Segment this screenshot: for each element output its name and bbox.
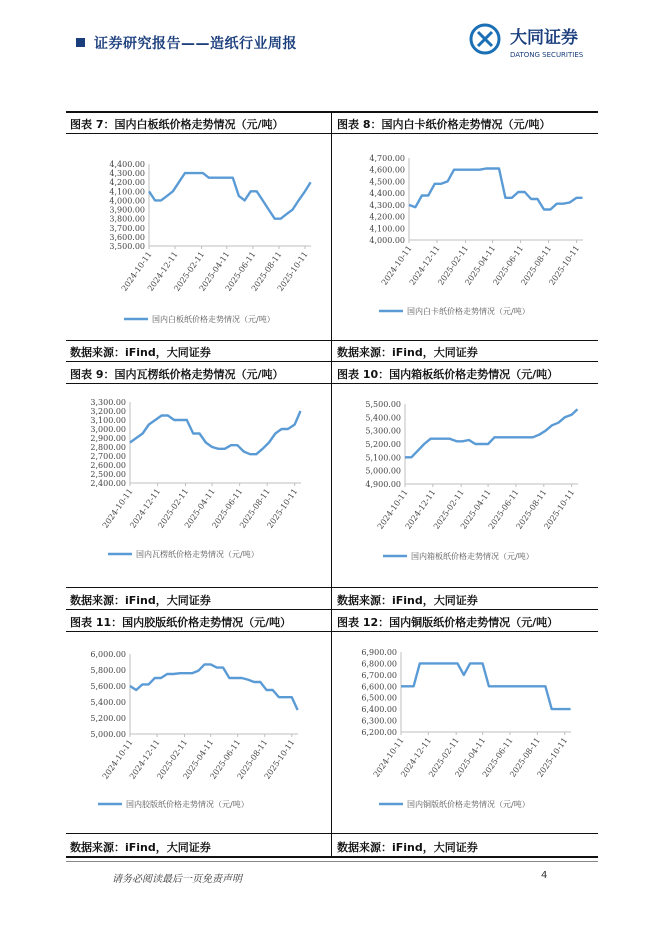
x-tick-label: 2025-10-11 <box>535 735 570 779</box>
y-tick-label: 5,200.00 <box>365 440 401 449</box>
y-tick-label: 5,000.00 <box>90 730 126 739</box>
x-tick-label: 2025-04-11 <box>463 243 498 287</box>
legend-label: 国内瓦楞纸价格走势情况（元/吨） <box>136 550 259 559</box>
series-line <box>149 173 311 219</box>
y-tick-label: 6,400.00 <box>361 705 397 715</box>
row1-bottom-rule <box>66 340 598 341</box>
x-tick-label: 2024-10-11 <box>379 243 414 287</box>
x-tick-label: 2024-10-11 <box>119 249 154 293</box>
row1-title-rule <box>66 133 598 134</box>
y-tick-label: 5,500.00 <box>365 400 401 409</box>
series-line <box>130 411 301 454</box>
figure-12-source: 数据来源：iFind，大同证券 <box>337 841 478 854</box>
x-tick-label: 2024-12-11 <box>128 486 163 530</box>
figure-9-source: 数据来源：iFind，大同证券 <box>70 594 211 607</box>
y-tick-label: 3,900.00 <box>109 205 145 215</box>
chart-white-board-paper <box>66 136 330 338</box>
y-tick-label: 6,200.00 <box>361 728 397 737</box>
y-tick-label: 4,900.00 <box>365 480 401 489</box>
y-tick-label: 4,600.00 <box>369 165 405 175</box>
y-tick-label: 4,700.00 <box>369 154 405 163</box>
x-tick-label: 2024-12-11 <box>399 735 433 779</box>
x-tick-label: 2025-08-11 <box>514 487 549 531</box>
legend-label: 国内胶版纸价格走势情况（元/吨） <box>126 800 249 809</box>
x-tick-label: 2024-10-11 <box>375 487 410 531</box>
y-tick-label: 4,300.00 <box>109 169 145 179</box>
x-tick-label: 2025-08-11 <box>235 737 270 781</box>
y-tick-label: 6,000.00 <box>90 650 126 659</box>
row2-top-rule <box>66 361 598 362</box>
figure-10-title: 图表 10：国内箱板纸价格走势情况（元/吨） <box>337 368 559 381</box>
y-tick-label: 2,600.00 <box>90 461 126 470</box>
y-tick-label: 3,100.00 <box>90 416 126 425</box>
logo-subtitle: DATONG SECURITIES <box>510 51 584 59</box>
table-bottom-rule <box>66 856 598 858</box>
y-tick-label: 4,100.00 <box>109 187 145 197</box>
x-tick-label: 2025-04-11 <box>182 486 217 530</box>
chart-white-card-paper <box>333 136 597 338</box>
y-tick-label: 3,200.00 <box>90 407 126 416</box>
series-line <box>130 664 298 710</box>
x-tick-label: 2025-04-11 <box>181 737 216 781</box>
page-header-title: 证券研究报告——造纸行业周报 <box>94 36 297 52</box>
table-top-rule <box>66 111 598 113</box>
x-tick-label: 2024-10-11 <box>100 486 135 530</box>
x-tick-label: 2024-12-11 <box>407 243 442 287</box>
x-tick-label: 2025-02-11 <box>155 737 190 781</box>
x-tick-label: 2025-10-11 <box>262 737 297 781</box>
legend-label: 国内白板纸价格走势情况（元/吨） <box>152 315 275 324</box>
y-tick-label: 5,000.00 <box>365 466 401 476</box>
x-tick-label: 2025-10-11 <box>275 249 310 293</box>
y-tick-label: 4,000.00 <box>369 236 405 245</box>
series-line <box>409 169 583 210</box>
disclaimer-note: 请务必阅读最后一页免责声明 <box>112 874 242 885</box>
x-tick-label: 2024-10-11 <box>100 737 135 781</box>
x-tick-label: 2024-12-11 <box>145 249 180 293</box>
y-tick-label: 4,000.00 <box>109 196 145 206</box>
y-tick-label: 3,600.00 <box>109 232 145 242</box>
chart-coated-paper <box>333 634 597 830</box>
y-tick-label: 2,900.00 <box>90 434 126 443</box>
x-tick-label: 2025-10-11 <box>265 486 300 530</box>
y-tick-label: 6,300.00 <box>361 716 397 726</box>
footer-rule <box>66 861 598 862</box>
page-number: 4 <box>541 870 548 881</box>
figure-7-source: 数据来源：iFind，大同证券 <box>70 346 211 359</box>
logo-mark-icon <box>471 25 499 53</box>
chart-offset-paper <box>66 634 330 830</box>
y-tick-label: 6,600.00 <box>361 682 397 692</box>
x-tick-label: 2025-02-11 <box>172 249 207 293</box>
row3-title-rule <box>66 631 598 632</box>
figure-7-title: 图表 7：国内白板纸价格走势情况（元/吨） <box>70 118 284 131</box>
x-tick-label: 2025-06-11 <box>223 249 258 293</box>
legend-label: 国内箱板纸价格走势情况（元/吨） <box>411 552 534 561</box>
y-tick-label: 4,500.00 <box>369 177 405 187</box>
column-divider <box>331 111 332 857</box>
chart-corrugated-paper <box>66 386 330 586</box>
legend-label: 国内白卡纸价格走势情况（元/吨） <box>407 307 530 316</box>
x-tick-label: 2025-08-11 <box>249 249 284 293</box>
figure-10-source: 数据来源：iFind，大同证券 <box>337 594 478 607</box>
figure-11-title: 图表 11：国内胶版纸价格走势情况（元/吨） <box>70 616 292 629</box>
x-tick-label: 2025-04-11 <box>458 487 493 531</box>
y-tick-label: 2,400.00 <box>90 479 126 488</box>
x-tick-label: 2025-06-11 <box>486 487 521 531</box>
y-tick-label: 4,200.00 <box>109 178 145 188</box>
y-tick-label: 4,300.00 <box>369 200 405 210</box>
y-tick-label: 2,700.00 <box>90 452 126 461</box>
company-logo <box>468 22 608 64</box>
y-tick-label: 4,100.00 <box>369 224 405 234</box>
y-tick-label: 2,500.00 <box>90 470 126 479</box>
y-tick-label: 3,800.00 <box>109 214 145 224</box>
series-line <box>405 409 578 457</box>
y-tick-label: 5,300.00 <box>365 426 401 436</box>
y-tick-label: 6,800.00 <box>361 659 397 669</box>
y-tick-label: 6,700.00 <box>361 670 397 680</box>
y-tick-label: 5,100.00 <box>365 453 401 463</box>
y-tick-label: 4,400.00 <box>109 160 145 169</box>
x-tick-label: 2024-12-11 <box>127 737 162 781</box>
figure-9-title: 图表 9：国内瓦楞纸价格走势情况（元/吨） <box>70 368 284 381</box>
legend-label: 国内铜版纸价格走势情况（元/吨） <box>407 800 530 809</box>
figure-8-source: 数据来源：iFind，大同证券 <box>337 346 478 359</box>
header-marker <box>76 38 85 47</box>
x-tick-label: 2024-12-11 <box>403 487 438 531</box>
logo-name: 大同证券 <box>510 28 578 48</box>
x-tick-label: 2025-10-11 <box>547 243 582 287</box>
x-tick-label: 2025-10-11 <box>542 487 577 531</box>
row2-bottom-rule <box>66 587 598 588</box>
x-tick-label: 2025-08-11 <box>508 735 542 779</box>
x-tick-label: 2025-02-11 <box>431 487 466 531</box>
y-tick-label: 2,800.00 <box>90 443 126 452</box>
y-tick-label: 4,200.00 <box>369 212 405 222</box>
figure-8-title: 图表 8：国内白卡纸价格走势情况（元/吨） <box>337 118 551 131</box>
x-tick-label: 2025-02-11 <box>156 486 191 530</box>
x-tick-label: 2025-02-11 <box>426 735 461 779</box>
y-tick-label: 5,200.00 <box>90 714 126 723</box>
x-tick-label: 2025-06-11 <box>210 486 245 530</box>
x-tick-label: 2025-08-11 <box>237 486 272 530</box>
series-line <box>401 663 571 709</box>
y-tick-label: 3,000.00 <box>90 425 126 434</box>
x-tick-label: 2025-04-11 <box>197 249 232 293</box>
y-tick-label: 3,300.00 <box>90 398 126 407</box>
y-tick-label: 6,900.00 <box>361 648 397 657</box>
row3-top-rule <box>66 609 598 610</box>
y-tick-label: 3,700.00 <box>109 223 145 233</box>
x-tick-label: 2025-06-11 <box>208 737 243 781</box>
row3-bottom-rule <box>66 833 598 834</box>
y-tick-label: 6,500.00 <box>361 693 397 703</box>
y-tick-label: 5,600.00 <box>90 682 126 691</box>
figure-11-source: 数据来源：iFind，大同证券 <box>70 841 211 854</box>
y-tick-label: 4,400.00 <box>369 189 405 199</box>
y-tick-label: 5,400.00 <box>365 413 401 423</box>
x-tick-label: 2025-06-11 <box>480 735 515 779</box>
row2-title-rule <box>66 383 598 384</box>
y-tick-label: 3,500.00 <box>109 242 145 251</box>
figure-12-title: 图表 12：国内铜版纸价格走势情况（元/吨） <box>337 616 559 629</box>
x-tick-label: 2025-02-11 <box>436 243 471 287</box>
y-tick-label: 5,400.00 <box>90 698 126 707</box>
y-tick-label: 5,800.00 <box>90 666 126 675</box>
x-tick-label: 2025-08-11 <box>519 243 554 287</box>
x-tick-label: 2025-04-11 <box>453 735 488 779</box>
x-tick-label: 2024-10-11 <box>371 735 406 779</box>
chart-container-board-paper <box>333 386 597 586</box>
x-tick-label: 2025-06-11 <box>491 243 526 287</box>
